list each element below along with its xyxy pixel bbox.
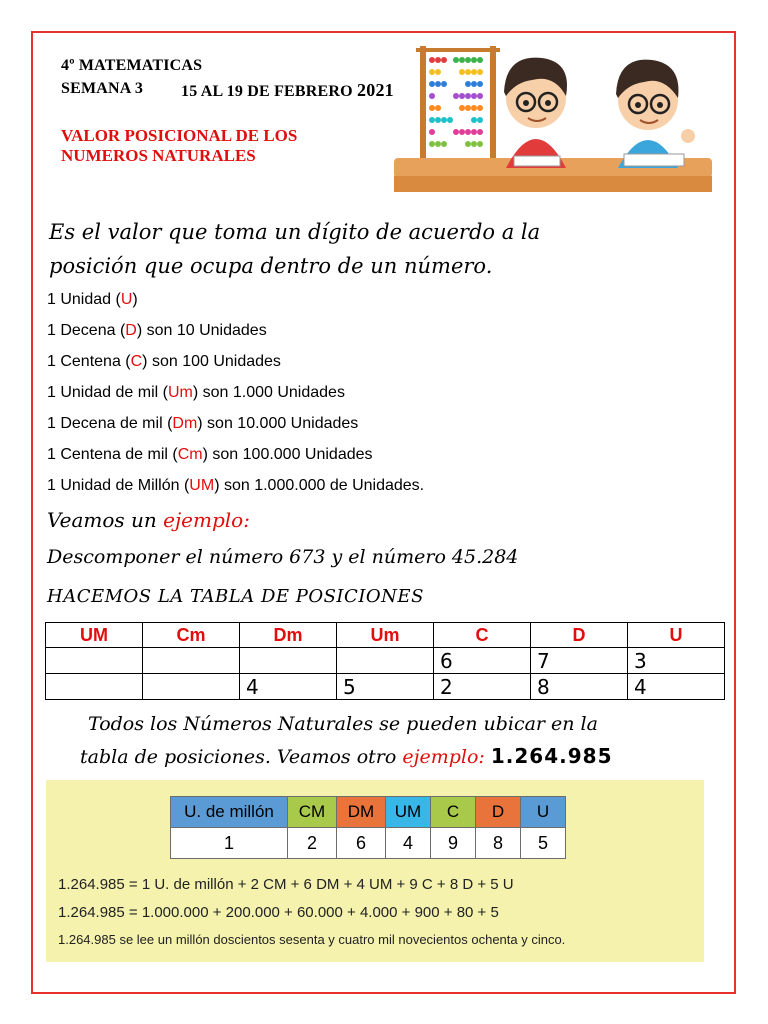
digit-cell: 8 xyxy=(476,828,521,859)
table-cell xyxy=(337,648,434,674)
table-cell: 7 xyxy=(531,648,628,674)
date-range xyxy=(181,80,394,101)
date-range-text: 15 AL 19 DE FEBRERO xyxy=(181,83,353,100)
closing-line1: Todos los Números Naturales se pueden ubicar en la xyxy=(88,713,598,735)
table-cell: 4 xyxy=(628,674,725,700)
definition-line2: posición que ocupa dentro de un número. xyxy=(49,254,493,278)
table-cell: 4 xyxy=(240,674,337,700)
example-number: 1.264.985 xyxy=(490,744,613,768)
definition-text xyxy=(49,215,540,283)
example-intro: Veamos un ejemplo: xyxy=(47,508,250,532)
header-cell: U xyxy=(628,623,725,648)
unit-item-centena-de-mil: 1 Centena de mil (Cm) son 100.000 Unidades xyxy=(47,446,373,463)
table-cell: 3 xyxy=(628,648,725,674)
page-title xyxy=(61,126,297,166)
header-cell: DM xyxy=(337,797,386,828)
digit-cell: 2 xyxy=(288,828,337,859)
header-cell: D xyxy=(476,797,521,828)
digit-cell: 5 xyxy=(521,828,566,859)
page-title-line1: VALOR POSICIONAL DE LOS xyxy=(61,126,298,145)
decompose-instruction: Descomponer el número 673 y el número 45.284 xyxy=(47,546,519,568)
number-reading: 1.264.985 se lee un millón doscientos sesenta y cuatro mil novecientos ochenta y cinco. xyxy=(58,932,566,947)
table-row xyxy=(46,648,725,674)
header-cell: UM xyxy=(46,623,143,648)
unit-item-decena: 1 Decena (D) son 10 Unidades xyxy=(47,322,267,339)
position-table xyxy=(45,622,725,700)
table-row xyxy=(46,674,725,700)
table-cell xyxy=(46,648,143,674)
equation-units: 1.264.985 = 1 U. de millón + 2 CM + 6 DM + 4 UM + 9 C + 8 D + 5 U xyxy=(58,876,514,893)
table-cell xyxy=(46,674,143,700)
position-table-header xyxy=(46,623,725,648)
boy-writing-icon xyxy=(616,60,695,168)
example-panel xyxy=(46,780,704,962)
header-cell: CM xyxy=(288,797,337,828)
table-heading: HACEMOS LA TABLA DE POSICIONES xyxy=(47,586,424,607)
equation-values: 1.264.985 = 1.000.000 + 200.000 + 60.000 + 4.000 + 900 + 80 + 5 xyxy=(58,904,499,921)
definition-line1: Es el valor que toma un dígito de acuerdo a la xyxy=(49,220,541,244)
unit-item-unidad: 1 Unidad (U) xyxy=(47,291,138,308)
year-text: 2021 xyxy=(357,80,394,100)
digit-cell: 1 xyxy=(171,828,288,859)
closing-line2: tabla de posiciones. Veamos otro ejemplo: 1.264.985 xyxy=(80,744,613,768)
header-cell: Dm xyxy=(240,623,337,648)
table-cell xyxy=(143,648,240,674)
table-cell: 5 xyxy=(337,674,434,700)
table-cell xyxy=(143,674,240,700)
example-table xyxy=(170,796,566,859)
digit-cell: 9 xyxy=(431,828,476,859)
unit-item-unidad-de-mil: 1 Unidad de mil (Um) son 1.000 Unidades xyxy=(47,384,345,401)
table-row xyxy=(171,828,566,859)
table-cell: 2 xyxy=(434,674,531,700)
header-cell: Um xyxy=(337,623,434,648)
example-table-header xyxy=(171,797,566,828)
header-cell: Cm xyxy=(143,623,240,648)
unit-item-decena-de-mil: 1 Decena de mil (Dm) son 10.000 Unidades xyxy=(47,415,359,432)
table-cell xyxy=(240,648,337,674)
digit-cell: 6 xyxy=(337,828,386,859)
header-cell: D xyxy=(531,623,628,648)
header-cell: U xyxy=(521,797,566,828)
boy-reading-icon xyxy=(504,58,567,168)
kids-abacus-illustration xyxy=(386,40,716,198)
page-title-line2: NUMEROS NATURALES xyxy=(61,146,256,165)
table-cell: 6 xyxy=(434,648,531,674)
header-cell: U. de millón xyxy=(171,797,288,828)
table-cell: 8 xyxy=(531,674,628,700)
closing-text xyxy=(80,708,613,773)
header-cell: UM xyxy=(386,797,431,828)
unit-item-centena: 1 Centena (C) son 100 Unidades xyxy=(47,353,281,370)
week-label: SEMANA 3 xyxy=(61,80,144,97)
header-cell: C xyxy=(431,797,476,828)
unit-item-unidad-de-millon: 1 Unidad de Millón (UM) son 1.000.000 de Unidades. xyxy=(47,477,425,494)
header-cell: C xyxy=(434,623,531,648)
grade-label: 4º MATEMATICAS xyxy=(61,57,203,74)
digit-cell: 4 xyxy=(386,828,431,859)
abacus-icon xyxy=(412,46,504,168)
